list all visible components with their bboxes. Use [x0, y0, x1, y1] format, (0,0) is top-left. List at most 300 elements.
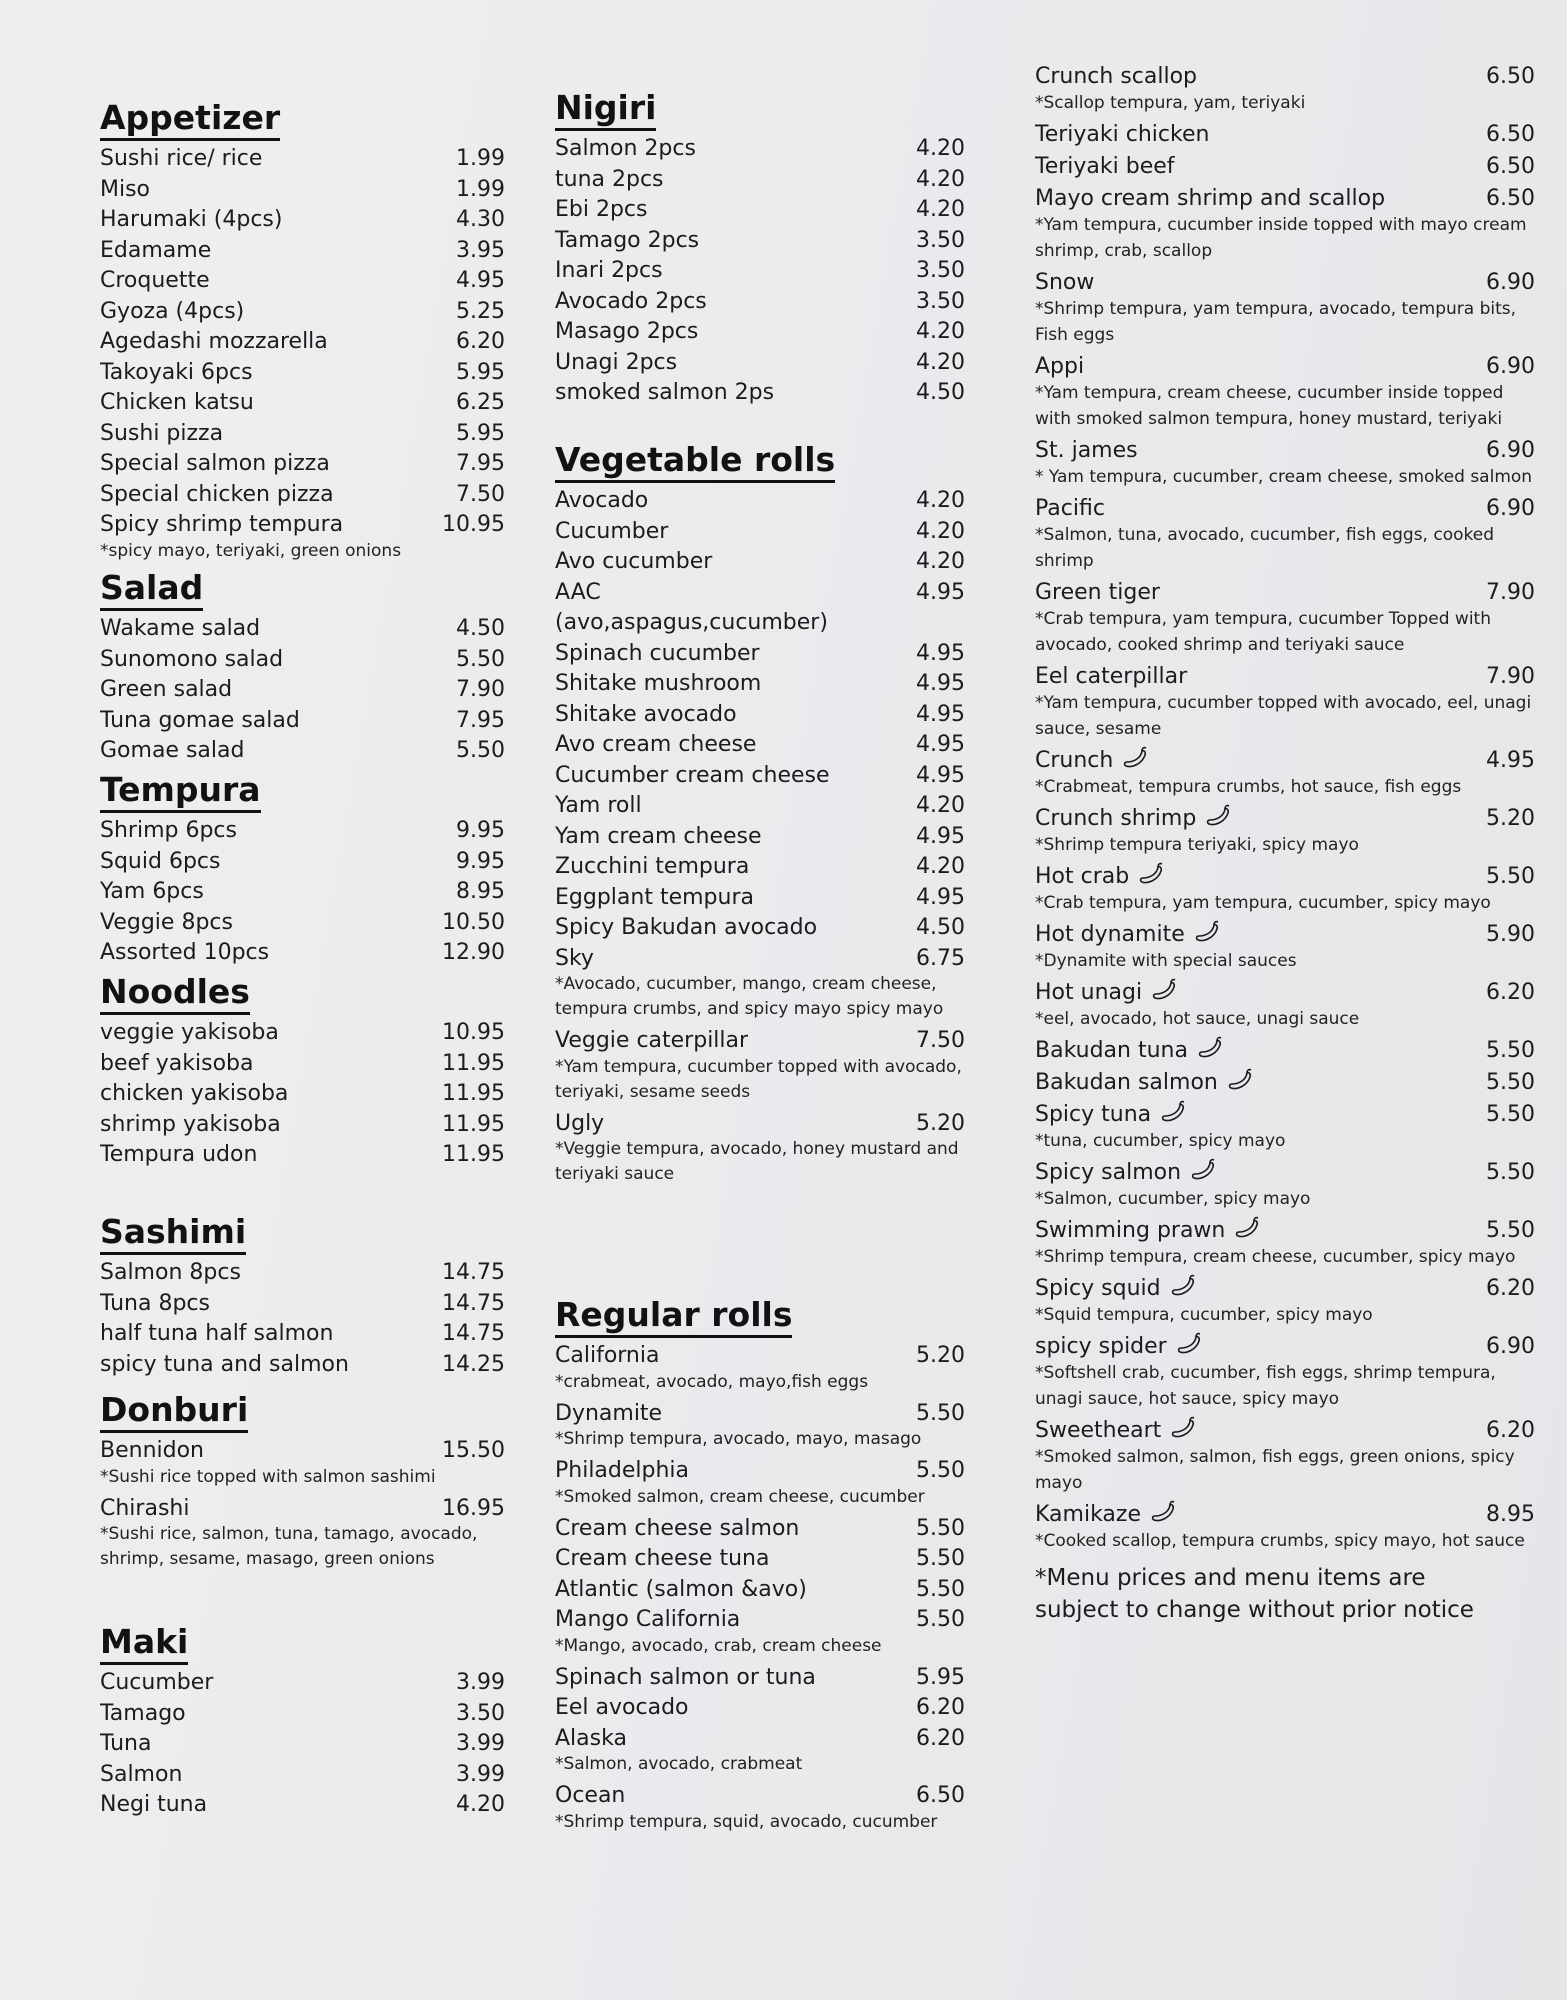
menu-item-name	[100, 1110, 415, 1141]
menu-item-name	[1035, 746, 1455, 776]
menu-item	[1035, 1158, 1535, 1212]
menu-item-name	[1035, 578, 1455, 608]
menu-item-row	[1035, 920, 1535, 950]
menu-item-name	[555, 486, 875, 517]
menu-item-row	[1035, 436, 1535, 466]
menu-item-name	[1035, 978, 1455, 1008]
menu-item-row	[555, 378, 965, 409]
chili-pepper-icon	[1190, 1158, 1218, 1182]
menu-item-name-text: Special chicken pizza	[100, 481, 334, 507]
menu-item-name	[100, 1140, 415, 1171]
menu-item-price: 1.99	[456, 176, 505, 202]
menu-item-name-text: (avo,aspagus,cucumber)	[555, 610, 828, 635]
menu-item-name-text: Eggplant tempura	[555, 884, 754, 910]
menu-item-description: *Avocado, cucumber, mango, cream cheese, tempura crumbs, and spicy mayo spicy mayo	[555, 974, 944, 1019]
menu-item-name	[100, 327, 415, 358]
menu-item-name	[555, 852, 875, 883]
menu-item-name-text: Yam 6pcs	[100, 879, 204, 904]
menu-item-name	[100, 1729, 415, 1760]
menu-item-name	[555, 134, 875, 165]
item-list	[100, 816, 505, 969]
menu-item-name	[100, 675, 415, 706]
section-heading	[100, 98, 505, 138]
menu-item-name	[100, 614, 415, 645]
section-regular-rolls	[555, 1295, 965, 1839]
menu-item-row	[555, 1575, 965, 1606]
menu-item-price: 14.25	[442, 1351, 505, 1377]
menu-item-name	[100, 1258, 415, 1289]
menu-item-description: *Smoked salmon, salmon, fish eggs, green onions, spicy mayo	[1035, 1447, 1515, 1493]
menu-item	[100, 1140, 505, 1171]
menu-item-price: 3.99	[456, 1731, 505, 1756]
menu-item-name	[555, 348, 875, 379]
menu-item	[555, 1693, 965, 1724]
menu-item-name-text: Salmon 8pcs	[100, 1260, 241, 1285]
menu-item-price: 7.90	[456, 677, 505, 702]
menu-item-name	[100, 816, 415, 847]
menu-item-name-text: Tamago 2pcs	[555, 227, 700, 253]
menu-item	[555, 287, 965, 318]
menu-item-price: 3.50	[916, 258, 965, 283]
menu-item	[100, 266, 505, 297]
menu-item-row	[1035, 1100, 1535, 1130]
menu-item-name	[100, 358, 415, 389]
menu-item	[1035, 1332, 1535, 1412]
menu-item	[100, 1760, 505, 1791]
menu-item	[100, 1289, 505, 1320]
chili-pepper-icon	[1170, 1274, 1198, 1298]
menu-item-description: *Shrimp tempura, avocado, mayo, masago	[555, 1429, 922, 1449]
menu-item-row	[100, 358, 505, 389]
menu-item-name-text: Spicy Bakudan avocado	[555, 915, 818, 940]
menu-item	[100, 327, 505, 358]
menu-item-name-text: Squid 6pcs	[100, 848, 221, 874]
menu-item-name	[100, 205, 415, 236]
menu-item-price: 4.20	[916, 166, 965, 192]
menu-item	[555, 852, 965, 883]
menu-item-name-text: Kamikaze	[1035, 1502, 1141, 1527]
menu-item	[555, 547, 965, 578]
menu-item	[555, 669, 965, 700]
chili-pepper-icon	[1205, 804, 1233, 828]
menu-item-name	[1035, 920, 1455, 950]
menu-item	[555, 1026, 965, 1105]
menu-item-name	[555, 1341, 875, 1372]
menu-item-name-text: Bakudan salmon	[1035, 1070, 1218, 1095]
menu-item	[100, 449, 505, 480]
menu-item-description: *Shrimp tempura, yam tempura, avocado, tempura bits, Fish eggs	[1035, 299, 1517, 345]
chili-pepper-icon	[1160, 1100, 1188, 1124]
menu-item-name	[1035, 1100, 1455, 1130]
menu-item	[1035, 62, 1535, 116]
menu-item-price: 11.95	[442, 1111, 505, 1137]
menu-item-row	[555, 165, 965, 196]
menu-item-price: 6.90	[1486, 270, 1535, 295]
menu-item-price: 11.95	[442, 1142, 505, 1167]
menu-item	[1035, 1274, 1535, 1328]
menu-item-name	[555, 1575, 875, 1606]
menu-item-name-text: Ebi 2pcs	[555, 197, 648, 222]
menu-item-name	[555, 1663, 875, 1694]
section-heading	[100, 568, 505, 608]
menu-item-row	[555, 1693, 965, 1724]
menu-item-name-text: Eel avocado	[555, 1695, 689, 1720]
menu-item-name	[555, 700, 875, 731]
menu-item-name	[100, 908, 415, 939]
menu-item	[1035, 920, 1535, 974]
section-maki	[100, 1622, 505, 1821]
menu-item-price: 5.20	[1486, 806, 1535, 831]
menu-item-name	[100, 736, 415, 767]
section-appetizer	[100, 98, 505, 568]
menu-item-row	[100, 877, 505, 908]
menu-item-price: 5.25	[456, 298, 505, 324]
menu-item	[555, 883, 965, 914]
menu-item-row	[100, 1049, 505, 1080]
menu-item-name-text: Sweetheart	[1035, 1418, 1162, 1443]
menu-item-row	[100, 205, 505, 236]
section-heading	[100, 972, 505, 1012]
item-list	[1035, 62, 1535, 1554]
menu-item-row	[100, 1110, 505, 1141]
menu-item-row	[555, 1341, 965, 1372]
menu-item	[1035, 184, 1535, 264]
menu-item-row	[555, 226, 965, 257]
menu-item-price: 8.95	[456, 879, 505, 904]
menu-item-row	[555, 134, 965, 165]
menu-item-price: 6.50	[1486, 64, 1535, 89]
menu-item-price: 14.75	[442, 1290, 505, 1316]
menu-item-name-text: Crunch shrimp	[1035, 806, 1197, 831]
menu-item-price: 9.95	[456, 818, 505, 843]
menu-item-description: *Yam tempura, cream cheese, cucumber inside topped with smoked salmon tempura, honey mustard, teriyaki	[1035, 383, 1504, 429]
menu-item	[555, 700, 965, 731]
menu-item-name	[100, 388, 415, 419]
menu-item	[100, 706, 505, 737]
menu-item	[555, 226, 965, 257]
menu-item-price: 5.95	[456, 359, 505, 385]
menu-item-price: 4.20	[916, 197, 965, 222]
section-heading	[100, 1212, 505, 1252]
menu-item-name	[1035, 1332, 1455, 1362]
menu-item-price: 6.20	[1486, 980, 1535, 1005]
item-list	[100, 1258, 505, 1380]
menu-item	[100, 205, 505, 236]
menu-item-name	[555, 1693, 875, 1724]
menu-item	[100, 1436, 505, 1490]
menu-item-price: 4.95	[916, 701, 965, 727]
menu-item-name-text: Cucumber cream cheese	[555, 762, 830, 788]
menu-item-name-text: Eel caterpillar	[1035, 664, 1188, 689]
menu-item	[100, 1790, 505, 1821]
menu-item-row	[100, 1760, 505, 1791]
menu-item	[555, 1341, 965, 1395]
section-heading	[555, 88, 965, 128]
menu-item-price: 6.20	[456, 329, 505, 354]
menu-item-name-text: AAC	[555, 579, 601, 605]
menu-item-price: 15.50	[442, 1438, 505, 1463]
menu-item-name	[555, 165, 875, 196]
menu-item-name-text: Teriyaki chicken	[1035, 122, 1210, 147]
menu-item	[100, 847, 505, 878]
menu-item	[555, 486, 965, 517]
section-tempura	[100, 770, 505, 969]
menu-item-name	[100, 1079, 415, 1110]
menu-item-price: 4.30	[456, 207, 505, 232]
menu-item-name	[555, 1026, 875, 1057]
chili-pepper-icon	[1170, 1416, 1198, 1440]
menu-item	[100, 297, 505, 328]
menu-item-row	[555, 256, 965, 287]
menu-item-name-text: Salmon 2pcs	[555, 136, 696, 161]
menu-item-name-text: Spicy shrimp tempura	[100, 512, 344, 537]
menu-item-row	[100, 816, 505, 847]
menu-item-name-text: Tuna 8pcs	[100, 1290, 210, 1316]
menu-item-name-text: half tuna half salmon	[100, 1321, 334, 1346]
menu-item	[1035, 120, 1535, 150]
menu-item-name	[1035, 1274, 1455, 1304]
menu-item	[555, 348, 965, 379]
chili-pepper-icon	[1194, 920, 1222, 944]
menu-item-name-text: Veggie 8pcs	[100, 909, 233, 935]
menu-item-name	[555, 822, 875, 853]
menu-item-row	[100, 736, 505, 767]
menu-item-name-text: Miso	[100, 176, 151, 202]
menu-item-price: 3.50	[916, 227, 965, 253]
menu-item-name	[100, 1790, 415, 1821]
menu-item-name-text: Croquette	[100, 268, 210, 293]
menu-item	[100, 645, 505, 676]
menu-item	[100, 1494, 505, 1573]
menu-item-description: *Smoked salmon, cream cheese, cucumber	[555, 1486, 925, 1507]
menu-item-description: *Mango, avocado, crab, cream cheese	[555, 1635, 882, 1656]
section-heading	[555, 1295, 965, 1335]
menu-item-row	[555, 486, 965, 517]
menu-item-name-text: Cucumber	[555, 518, 669, 544]
menu-item	[555, 1456, 965, 1510]
menu-item-name-text: Chicken katsu	[100, 390, 254, 415]
menu-item-price: 5.50	[916, 1400, 965, 1426]
menu-item-row	[100, 847, 505, 878]
menu-item-name	[1035, 120, 1455, 150]
menu-item-price: 11.95	[442, 1050, 505, 1076]
menu-item-row	[555, 1724, 965, 1755]
menu-item-row	[100, 1668, 505, 1699]
menu-item-row	[555, 1456, 965, 1487]
menu-item-name	[555, 1399, 875, 1430]
menu-item-name-text: Shitake mushroom	[555, 671, 762, 696]
menu-item-name-text: Ocean	[555, 1783, 626, 1808]
menu-item	[100, 736, 505, 767]
section-salad	[100, 568, 505, 767]
menu-item-name	[555, 791, 875, 822]
menu-item-name	[100, 645, 415, 676]
menu-item	[1035, 152, 1535, 182]
menu-item-row	[555, 547, 965, 578]
menu-item-row	[100, 1258, 505, 1289]
section-nigiri	[555, 88, 965, 409]
menu-item-row	[555, 1026, 965, 1057]
menu-item	[1035, 862, 1535, 916]
menu-item-row	[1035, 1068, 1535, 1098]
menu-item-price: 6.25	[456, 390, 505, 415]
menu-item-price: 1.99	[456, 146, 505, 171]
menu-item-row	[100, 1079, 505, 1110]
menu-item-name-text: Harumaki (4pcs)	[100, 207, 283, 232]
menu-item	[100, 938, 505, 969]
chili-pepper-icon	[1151, 978, 1179, 1002]
menu-item-price: 6.90	[1486, 354, 1535, 379]
menu-item-name	[100, 449, 415, 480]
menu-item	[555, 1605, 965, 1659]
menu-item-description: *Salmon, cucumber, spicy mayo	[1035, 1189, 1311, 1209]
menu-item-price: 6.20	[916, 1695, 965, 1720]
menu-item-name-text: Dynamite	[555, 1400, 663, 1426]
menu-item-row	[1035, 184, 1535, 214]
menu-item-row	[555, 287, 965, 318]
menu-item-row	[100, 1319, 505, 1350]
menu-item	[100, 1049, 505, 1080]
menu-item-name-text: Philadelphia	[555, 1458, 690, 1483]
menu-item-name-text: Salmon	[100, 1761, 183, 1787]
menu-item-price: 5.50	[1486, 1218, 1535, 1243]
menu-item	[555, 256, 965, 287]
menu-item-name-text: Mango California	[555, 1607, 741, 1632]
menu-item	[555, 1109, 965, 1188]
menu-item	[555, 517, 965, 548]
menu-item-name	[100, 1436, 415, 1467]
menu-item	[100, 175, 505, 206]
menu-item-price: 4.20	[916, 549, 965, 574]
menu-item-name	[555, 287, 875, 318]
menu-item	[1035, 978, 1535, 1032]
menu-item	[555, 1514, 965, 1545]
menu-item-name	[555, 761, 875, 792]
menu-item-name	[1035, 862, 1455, 892]
menu-item-name-text: Gyoza (4pcs)	[100, 298, 245, 324]
menu-item-row	[100, 1140, 505, 1171]
menu-item-name-text: Special salmon pizza	[100, 451, 330, 476]
menu-item-name-text: Wakame salad	[100, 616, 261, 641]
menu-item-name	[100, 1319, 415, 1350]
menu-item-name	[1035, 1036, 1455, 1066]
menu-item-row	[1035, 1332, 1535, 1362]
menu-item-row	[555, 195, 965, 226]
menu-item-price: 7.50	[456, 481, 505, 507]
menu-item-name-text: Negi tuna	[100, 1792, 208, 1817]
menu-item-name	[100, 144, 415, 175]
menu-item-row	[100, 706, 505, 737]
menu-item-name-text: Hot crab	[1035, 864, 1130, 889]
menu-item-name-text: Avocado	[555, 488, 649, 513]
section-noodles	[100, 972, 505, 1171]
menu-item-row	[555, 883, 965, 914]
menu-item-name	[100, 1760, 415, 1791]
menu-item-name-text: Agedashi mozzarella	[100, 329, 328, 354]
menu-item-name-text: Sushi pizza	[100, 420, 224, 446]
menu-item	[1035, 352, 1535, 432]
menu-item-name	[1035, 804, 1455, 834]
menu-item	[555, 822, 965, 853]
menu-item-name	[100, 419, 415, 450]
menu-item-name	[1035, 1216, 1455, 1246]
menu-item-row	[1035, 1216, 1535, 1246]
menu-item-price: 5.50	[1486, 1102, 1535, 1127]
menu-item	[100, 1018, 505, 1049]
item-list	[100, 1018, 505, 1171]
menu-item	[100, 1079, 505, 1110]
menu-item-name-text: Chirashi	[100, 1495, 190, 1521]
menu-item-price: 4.20	[916, 488, 965, 513]
menu-item-row	[1035, 268, 1535, 298]
menu-item-name-text: veggie yakisoba	[100, 1020, 279, 1045]
menu-item-description: *Crabmeat, tempura crumbs, hot sauce, fish eggs	[1035, 777, 1462, 797]
menu-item-name-text: Spinach cucumber	[555, 640, 760, 666]
menu-item-price: 5.50	[916, 1458, 965, 1483]
menu-item-name-text: Alaska	[555, 1725, 627, 1751]
menu-item-row	[1035, 62, 1535, 92]
menu-item-price: 5.50	[1486, 1070, 1535, 1095]
menu-item-row	[100, 266, 505, 297]
menu-item-price: 6.50	[1486, 186, 1535, 211]
menu-item-price: 5.50	[1486, 1038, 1535, 1063]
menu-item-price: 4.95	[916, 671, 965, 696]
menu-item-row	[555, 639, 965, 670]
menu-item-description: *Cooked scallop, tempura crumbs, spicy mayo, hot sauce	[1035, 1531, 1525, 1551]
menu-item-price: 5.50	[916, 1607, 965, 1632]
chili-pepper-icon	[1122, 746, 1150, 770]
menu-item-row	[555, 791, 965, 822]
menu-item-name	[100, 236, 415, 267]
menu-item	[100, 1699, 505, 1730]
menu-item-price: 5.50	[916, 1515, 965, 1541]
menu-item-description: *Squid tempura, cucumber, spicy mayo	[1035, 1305, 1373, 1325]
menu-item-name-text: Sunomono salad	[100, 646, 284, 672]
menu-item-price: 4.20	[916, 136, 965, 161]
menu-item-price: 5.50	[456, 646, 505, 672]
menu-item-row	[100, 1790, 505, 1821]
menu-item-row	[1035, 1500, 1535, 1530]
section-heading	[100, 1622, 505, 1662]
menu-item-row	[1035, 578, 1535, 608]
menu-item	[555, 791, 965, 822]
menu-item-row	[555, 1605, 965, 1636]
menu-item-description: *Crab tempura, yam tempura, cucumber Topped with avocado, cooked shrimp and teriyaki sauce	[1035, 609, 1491, 655]
menu-item-price: 3.50	[456, 1700, 505, 1726]
menu-item-row	[555, 700, 965, 731]
menu-item-price: 4.20	[456, 1792, 505, 1817]
section-heading	[555, 440, 965, 480]
item-list	[100, 1668, 505, 1821]
menu-item-row	[1035, 120, 1535, 150]
menu-item-price: 3.99	[456, 1761, 505, 1787]
menu-item	[1035, 804, 1535, 858]
menu-item-name	[555, 195, 875, 226]
menu-item-name-text: California	[555, 1343, 660, 1368]
section-donburi	[100, 1390, 505, 1576]
menu-item-price: 6.90	[1486, 496, 1535, 521]
menu-item-price: 10.95	[442, 512, 505, 537]
menu-item-row	[100, 388, 505, 419]
menu-item	[1035, 578, 1535, 658]
section-special-rolls	[1035, 62, 1535, 1626]
menu-item-name	[555, 1781, 875, 1812]
menu-item-price: 4.95	[916, 640, 965, 666]
menu-item-name-text: Edamame	[100, 237, 212, 263]
menu-item-name	[555, 639, 875, 670]
menu-item-name-text: spicy spider	[1035, 1334, 1167, 1359]
menu-item	[555, 317, 965, 348]
